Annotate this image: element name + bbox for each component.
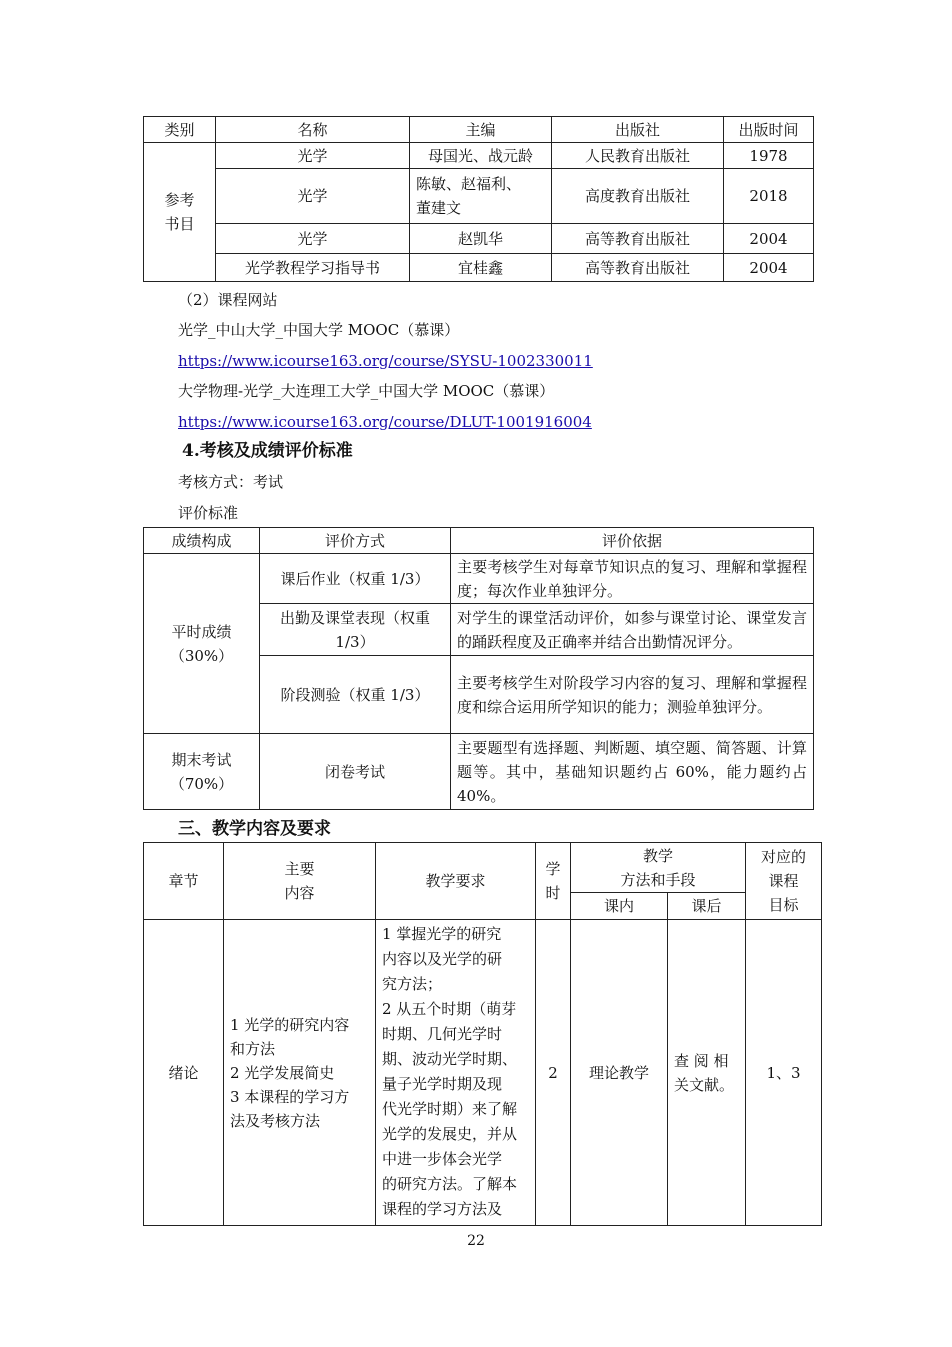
book-name: 光学	[216, 169, 410, 224]
book-name: 光学	[216, 224, 410, 254]
chapter-cell: 绪论	[144, 920, 224, 1226]
teaching-heading: 三、教学内容及要求	[178, 819, 331, 839]
book-year: 2004	[724, 254, 814, 282]
book-publisher: 人民教育出版社	[552, 143, 724, 169]
basis-cell: 主要考核学生对每章节知识点的复习、理解和掌握程度；每次作业单独评分。	[451, 554, 814, 604]
header-method: 教学 方法和手段	[571, 843, 746, 893]
teaching-table	[143, 842, 822, 1226]
category-cell: 参考 书目	[144, 143, 216, 282]
websites-heading: （2）课程网站	[178, 291, 278, 309]
header-publisher: 出版社	[552, 117, 724, 143]
header-after-class: 课后	[668, 893, 746, 920]
assessment-method: 考核方式：考试	[178, 473, 284, 491]
header-objective: 对应的 课程 目标	[746, 843, 822, 920]
header-requirements: 教学要求	[376, 843, 536, 920]
header-name: 名称	[216, 117, 410, 143]
book-name: 光学教程学习指导书	[216, 254, 410, 282]
method-cell: 出勤及课堂表现（权重 1/3）	[260, 604, 451, 656]
header-component: 成绩构成	[144, 528, 260, 554]
website-link[interactable]: https://www.icourse163.org/course/DLUT-1001916004	[178, 413, 592, 431]
method-cell: 阶段测验（权重 1/3）	[260, 656, 451, 734]
basis-cell: 主要题型有选择题、判断题、填空题、简答题、计算题等。其中，基础知识题约占 60%，能力题约占 40%。	[451, 734, 814, 810]
header-category: 类别	[144, 117, 216, 143]
in-class-cell: 理论教学	[571, 920, 668, 1226]
book-editor: 陈敏、赵福利、 董建文	[410, 169, 552, 224]
component-final: 期末考试 （70%）	[144, 734, 260, 810]
objective-cell: 1、3	[746, 920, 822, 1226]
component-regular: 平时成绩 （30%）	[144, 554, 260, 734]
book-year: 2004	[724, 224, 814, 254]
book-publisher: 高等教育出版社	[552, 254, 724, 282]
header-content: 主要 内容	[224, 843, 376, 920]
basis-cell: 主要考核学生对阶段学习内容的复习、理解和掌握程度和综合运用所学知识的能力；测验单独评分。	[451, 656, 814, 734]
book-editor: 母国光、战元龄	[410, 143, 552, 169]
header-year: 出版时间	[724, 117, 814, 143]
assessment-table	[143, 527, 814, 810]
hours-cell: 2	[536, 920, 571, 1226]
header-hours: 学 时	[536, 843, 571, 920]
website-title: 大学物理-光学_大连理工大学_中国大学 MOOC（慕课）	[178, 382, 555, 400]
requirements-cell: 1 掌握光学的研究 内容以及光学的研 究方法； 2 从五个时期（萌芽 时期、几何光学时 期、波动光学时期、 量子光学时期及现 代光学时期）来了解 光学的发展史，并从 中进一步体会光学 的研究方法。了解本 课程的学习方法及	[376, 920, 536, 1226]
criteria-label: 评价标准	[178, 504, 239, 522]
page-number: 22	[467, 1233, 485, 1249]
website-title: 光学_中山大学_中国大学 MOOC（慕课）	[178, 321, 460, 339]
book-publisher: 高度教育出版社	[552, 169, 724, 224]
reference-books-table	[143, 116, 814, 282]
after-class-cell: 查 阅 相 关文献。	[668, 920, 746, 1226]
book-name: 光学	[216, 143, 410, 169]
basis-cell: 对学生的课堂活动评价，如参与课堂讨论、课堂发言的踊跃程度及正确率并结合出勤情况评分。	[451, 604, 814, 656]
assessment-heading: 4.考核及成绩评价标准	[182, 441, 353, 461]
header-editor: 主编	[410, 117, 552, 143]
header-chapter: 章节	[144, 843, 224, 920]
book-publisher: 高等教育出版社	[552, 224, 724, 254]
website-link[interactable]: https://www.icourse163.org/course/SYSU-1002330011	[178, 352, 593, 370]
book-editor: 赵凯华	[410, 224, 552, 254]
header-in-class: 课内	[571, 893, 668, 920]
content-cell: 1 光学的研究内容 和方法 2 光学发展简史 3 本课程的学习方 法及考核方法	[224, 920, 376, 1226]
header-basis: 评价依据	[451, 528, 814, 554]
method-cell: 闭卷考试	[260, 734, 451, 810]
book-editor: 宜桂鑫	[410, 254, 552, 282]
book-year: 2018	[724, 169, 814, 224]
header-method: 评价方式	[260, 528, 451, 554]
book-year: 1978	[724, 143, 814, 169]
method-cell: 课后作业（权重 1/3）	[260, 554, 451, 604]
